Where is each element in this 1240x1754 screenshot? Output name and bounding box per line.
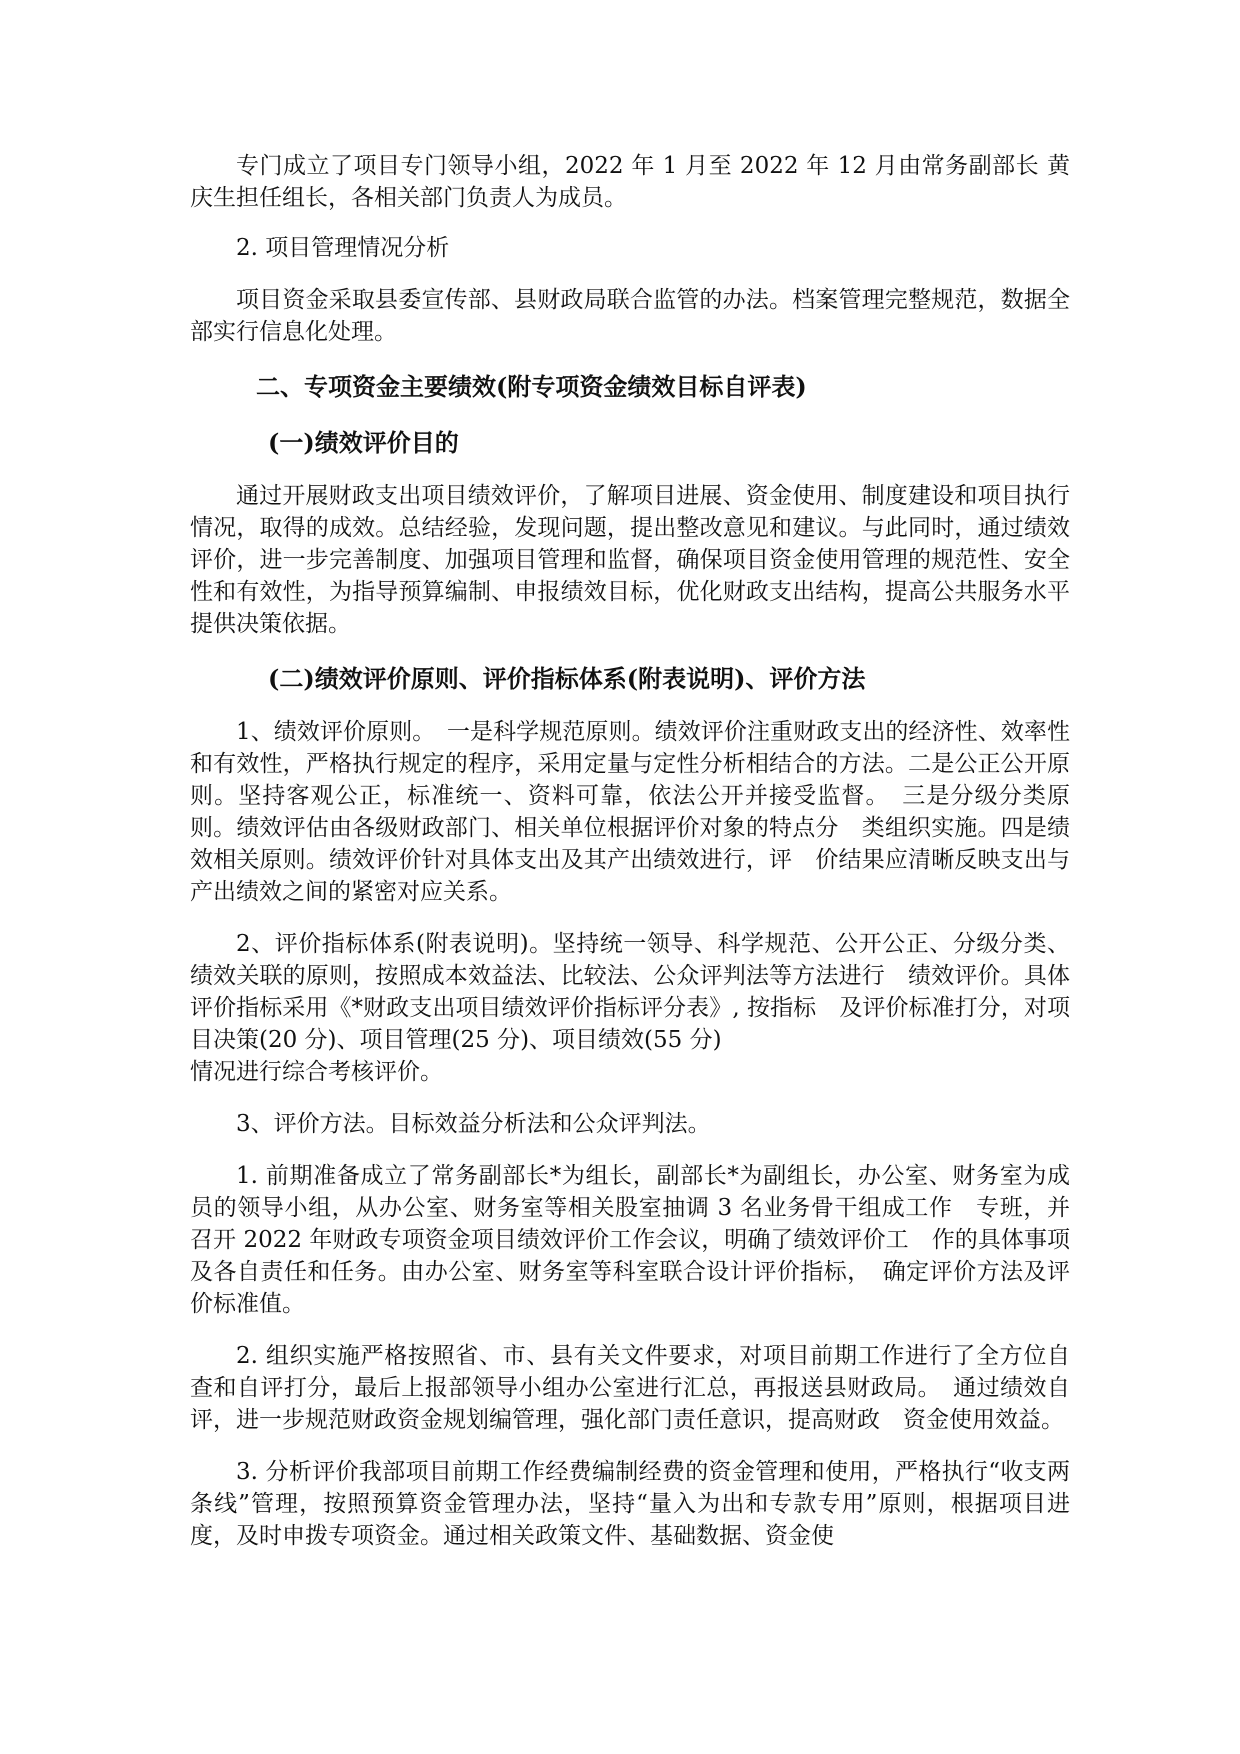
- paragraph-evaluation-purpose: 通过开展财政支出项目绩效评价，了解项目进展、资金使用、制度建设和项目执行情况，取得的成效。总结经验，发现问题，提出整改意见和建议。与此同时，通过绩效评价，进一步完善制度、加强项目管理和监督，确保项目资金使用管理的规范性、安全性和有效性，为指导预算编制、申报绩效目标，优化财政支出结构，提高公共服务水平提供决策依据。: [190, 483, 1070, 637]
- heading-evaluation-principles: (二)绩效评价原则、评价指标体系(附表说明)、评价方法: [268, 664, 866, 693]
- paragraph-implementation: 2. 组织实施严格按照省、市、县有关文件要求，对项目前期工作进行了全方位自查和自评打分，最后上报部领导小组办公室进行汇总，再报送县财政局。 通过绩效自评，进一步规范财政资金规划编管理，强化部门责任意识，提高财政 资金使用效益。: [190, 1343, 1070, 1433]
- paragraph-fund-supervision: 项目资金采取县委宣传部、县财政局联合监管的办法。档案管理完整规范，数据全部实行信息化处理。: [190, 287, 1070, 345]
- paragraph-evaluation-method: 3、评价方法。目标效益分析法和公众评判法。: [236, 1111, 711, 1137]
- heading-main-performance: 二、专项资金主要绩效(附专项资金绩效目标自评表): [256, 372, 807, 401]
- paragraph-leadership-group: 专门成立了项目专门领导小组，2022 年 1 月至 2022 年 12 月由常务副部长 黄庆生担任组长，各相关部门负责人为成员。: [190, 153, 1070, 211]
- paragraph-indicator-system: 2、评价指标体系(附表说明)。坚持统一领导、科学规范、公开公正、分级分类、绩效关联的原则，按照成本效益法、比较法、公众评判法等方法进行 绩效评价。具体评价指标采用《*财政支出项目绩效评价指标评分表》, 按指标 及评价标准打分，对项目决策(20 分)、项目管理(25 分)、项目绩效(55 分): [190, 931, 1070, 1053]
- section-project-management-heading: 2. 项目管理情况分析: [236, 235, 450, 261]
- heading-evaluation-purpose: (一)绩效评价目的: [268, 428, 459, 457]
- paragraph-analysis: 3. 分析评价我部项目前期工作经费编制经费的资金管理和使用，严格执行“收支两条线”管理，按照预算资金管理办法，坚持“量入为出和专款专用”原则，根据项目进度，及时申拨专项资金。通过相关政策文件、基础数据、资金使: [190, 1459, 1070, 1549]
- document-page: [190, 150, 1070, 1552]
- paragraph-comprehensive-assessment: 情况进行综合考核评价。: [190, 1059, 443, 1085]
- paragraph-preparation: 1. 前期准备成立了常务副部长*为组长，副部长*为副组长，办公室、财务室为成员的领导小组，从办公室、财务室等相关股室抽调 3 名业务骨干组成工作 专班，并召开 2022 年财政专项资金项目绩效评价工作会议，明确了绩效评价工 作的具体事项及各自责任和任务。由办公室、财务室等科室联合设计评价指标， 确定评价方法及评价标准值。: [190, 1163, 1070, 1317]
- paragraph-evaluation-principles: 1、绩效评价原则。 一是科学规范原则。绩效评价注重财政支出的经济性、效率性和有效性，严格执行规定的程序，采用定量与定性分析相结合的方法。二是公正公开原则。坚持客观公正，标准统一、资料可靠，依法公开并接受监督。 三是分级分类原则。绩效评估由各级财政部门、相关单位根据评价对象的特点分 类组织实施。四是绩效相关原则。绩效评价针对具体支出及其产出绩效进行，评 价结果应清晰反映支出与产出绩效之间的紧密对应关系。: [190, 719, 1070, 905]
